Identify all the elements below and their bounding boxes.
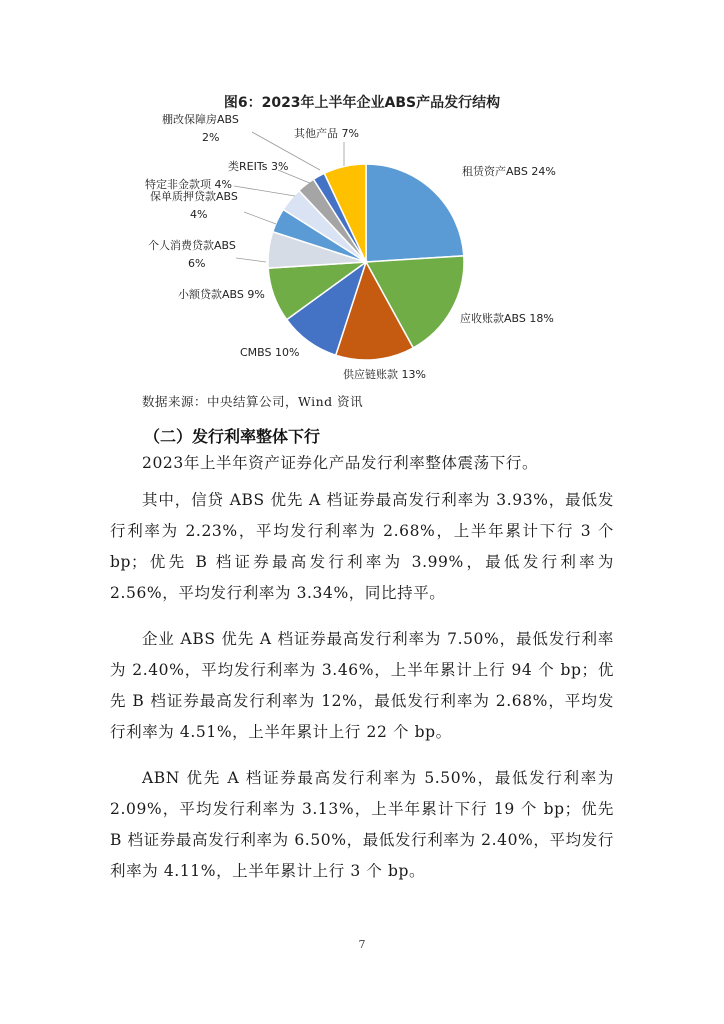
leader-line-consumer-loan	[236, 258, 266, 262]
slice-label-policy-loan: 保单质押贷款ABS 4%	[150, 190, 238, 221]
slice-label-other: 其他产品 7%	[294, 127, 359, 140]
pie-slice-leasing	[366, 164, 464, 262]
paragraph-4: ABN 优先 A 档证券最高发行利率为 5.50%，最低发行利率为 2.09%，平均发行利率为 3.13%，上半年累计下行 19 个 bp；优先 B 档证券最高发行利率为 6.50%，最低发行利率为 2.40%，平均发行利率为 4.11%，上半年累计上行 3 个 bp。	[110, 769, 614, 880]
chart-title: 图6：2023年上半年企业ABS产品发行结构	[223, 95, 501, 111]
paragraph-1: 2023年上半年资产证券化产品发行利率整体震荡下行。	[142, 454, 539, 472]
slice-label-microloan: 小额贷款ABS 9%	[178, 288, 265, 301]
paragraph-2: 其中，信贷 ABS 优先 A 档证券最高发行利率为 3.93%，最低发行利率为 2.23%，平均发行利率为 2.68%，上半年累计下行 3 个 bp；优先 B 档证券最高发行利率为 3.99%，最低发行利率为 2.56%，平均发行利率为 3.34%，同比持平。	[110, 491, 614, 602]
leader-line-policy-loan	[244, 212, 276, 224]
slice-label-shantytown: 棚改保障房ABS 2%	[162, 113, 239, 144]
slice-label-reits: 类REITs 3%	[228, 160, 289, 173]
source-note: 数据来源：中央结算公司，Wind 资讯	[142, 394, 364, 409]
section-heading: （二）发行利率整体下行	[144, 427, 321, 446]
leader-line-non-financial	[234, 186, 295, 196]
slice-label-receivables: 应收账款ABS 18%	[460, 312, 554, 325]
pie-chart	[0, 0, 724, 390]
paragraph-3: 企业 ABS 优先 A 档证券最高发行利率为 7.50%，最低发行利率为 2.40%，平均发行利率为 3.46%，上半年累计上行 94 个 bp；优先 B 档证券最高发行利率为 12%，最低发行利率为 2.68%，平均发行利率为 4.51%，上半年累计上行 22 个 bp。	[110, 630, 614, 741]
slice-label-non-financial: 特定非金款项 4%	[145, 178, 232, 191]
slice-label-cmbs: CMBS 10%	[240, 346, 300, 359]
slice-label-consumer-loan: 个人消费贷款ABS 6%	[148, 239, 236, 270]
slice-label-leasing: 租赁资产ABS 24%	[462, 165, 556, 178]
page-number: 7	[358, 938, 366, 951]
slice-label-supply-chain: 供应链账款 13%	[343, 368, 426, 381]
